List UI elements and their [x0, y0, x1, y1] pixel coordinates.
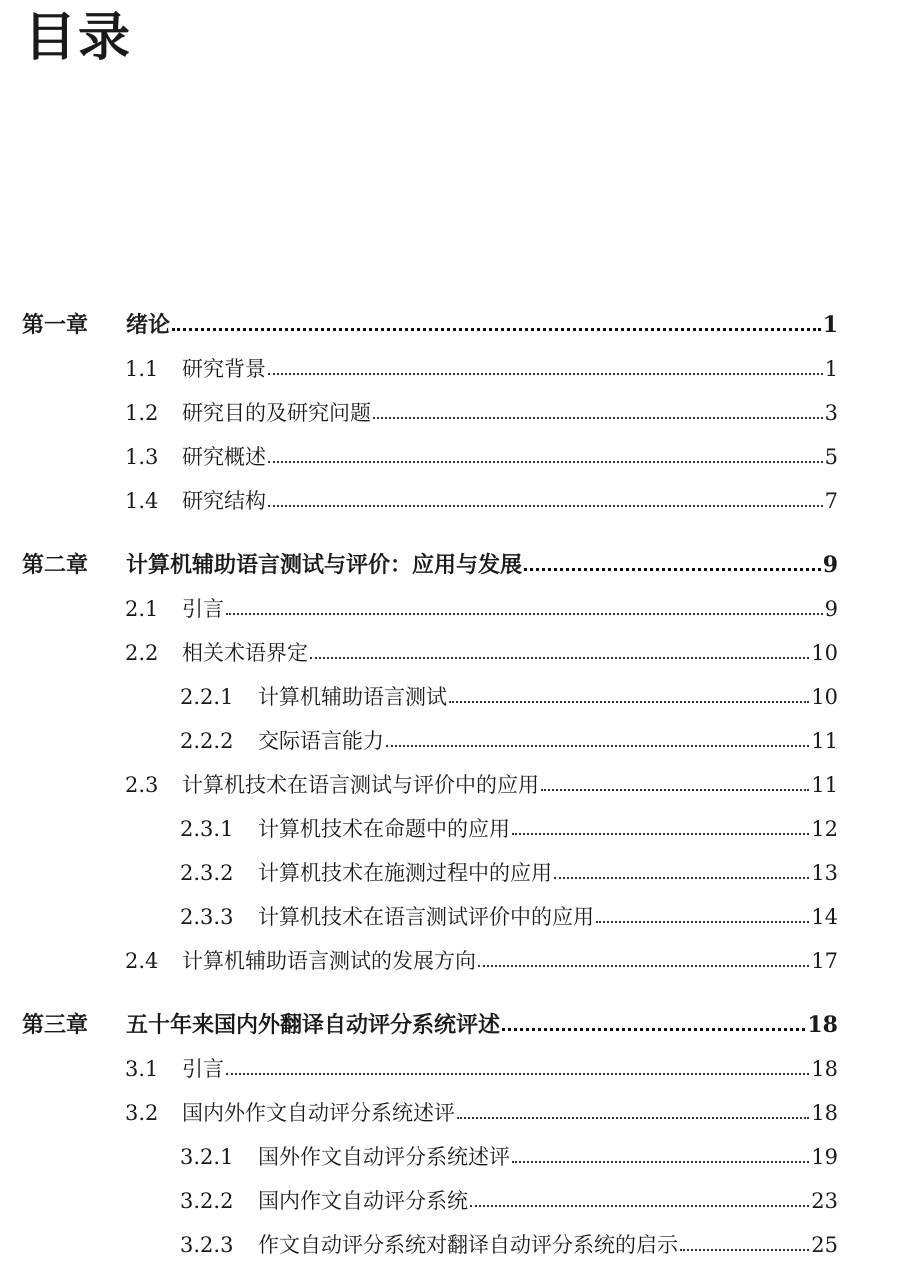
toc-entry-title: 研究目的及研究问题 [182, 401, 371, 425]
dot-leader [226, 1073, 809, 1075]
toc-entry-page-number: 17 [811, 949, 838, 973]
toc-entry-number: 1.3 [125, 445, 159, 469]
toc-entry-page-number: 11 [811, 729, 838, 753]
toc-entry-page-number: 1 [824, 357, 838, 381]
dot-leader [268, 373, 823, 375]
toc-entry-title: 国外作文自动评分系统述评 [258, 1145, 510, 1169]
toc-entry-number: 3.2.1 [180, 1145, 234, 1169]
dot-leader [541, 789, 809, 791]
toc-entry-number: 1.2 [125, 401, 159, 425]
toc-entry-page-number: 11 [811, 773, 838, 797]
toc-entry-number: 2.3.3 [180, 905, 234, 929]
toc-entry-page-number: 13 [811, 861, 838, 885]
toc-entry-sub[interactable] [180, 1230, 838, 1260]
toc-entry-title: 研究结构 [182, 489, 266, 513]
toc-entry-section[interactable] [125, 442, 838, 472]
dot-leader [478, 965, 809, 967]
dot-leader [512, 1161, 809, 1163]
toc-entry-number: 2.2.2 [180, 729, 234, 753]
toc-entry-title: 五十年来国内外翻译自动评分系统评述 [126, 1012, 501, 1038]
toc-entry-title: 交际语言能力 [258, 729, 384, 753]
toc-entry-page-number: 9 [822, 552, 838, 578]
toc-entry-chapter[interactable] [22, 1010, 838, 1040]
toc-entry-page-number: 7 [824, 489, 838, 513]
toc-entry-number: 2.3.1 [180, 817, 234, 841]
toc-entry-page-number: 25 [811, 1233, 838, 1257]
dot-leader [449, 701, 809, 703]
toc-entry-number: 3.2.2 [180, 1189, 234, 1213]
toc-entry-number: 第三章 [22, 1012, 89, 1038]
toc-entry-section[interactable] [125, 1098, 838, 1128]
toc-entry-chapter[interactable] [22, 310, 838, 340]
toc-entry-title: 相关术语界定 [182, 641, 308, 665]
toc-entry-page-number: 19 [811, 1145, 838, 1169]
dot-leader [512, 833, 809, 835]
dot-leader [680, 1249, 809, 1251]
toc-entry-chapter[interactable] [22, 550, 838, 580]
toc-entry-number: 1.1 [125, 357, 159, 381]
toc-entry-number: 2.1 [125, 597, 159, 621]
toc-entry-number: 3.1 [125, 1057, 159, 1081]
toc-entry-page-number: 12 [811, 817, 838, 841]
toc-entry-page-number: 18 [807, 1012, 838, 1038]
toc-entry-section[interactable] [125, 354, 838, 384]
toc-entry-number: 1.4 [125, 489, 159, 513]
toc-entry-title: 计算机技术在语言测试评价中的应用 [258, 905, 594, 929]
dot-leader [310, 657, 809, 659]
toc-entry-section[interactable] [125, 594, 838, 624]
toc-entry-title: 引言 [182, 1057, 224, 1081]
dot-leader [457, 1117, 809, 1119]
toc-entry-title: 研究背景 [182, 357, 266, 381]
toc-entry-number: 2.2.1 [180, 685, 234, 709]
dot-leader [226, 613, 823, 615]
toc-entry-page-number: 1 [822, 312, 838, 338]
toc-entry-page-number: 3 [824, 401, 838, 425]
dot-leader [373, 417, 823, 419]
toc-entry-number: 2.3 [125, 773, 159, 797]
toc-entry-section[interactable] [125, 946, 838, 976]
toc-entry-title: 国内外作文自动评分系统述评 [182, 1101, 455, 1125]
page-title: 目录 [24, 8, 133, 68]
toc-entry-title: 引言 [182, 597, 224, 621]
toc-entry-sub[interactable] [180, 858, 838, 888]
toc-entry-section[interactable] [125, 398, 838, 428]
dot-leader [470, 1205, 809, 1207]
toc-entry-section[interactable] [125, 1054, 838, 1084]
toc-entry-title: 计算机技术在施测过程中的应用 [258, 861, 552, 885]
toc-entry-section[interactable] [125, 638, 838, 668]
dot-leader [386, 745, 809, 747]
toc-entry-title: 研究概述 [182, 445, 266, 469]
toc-entry-sub[interactable] [180, 902, 838, 932]
toc-entry-number: 2.3.2 [180, 861, 234, 885]
toc-entry-number: 3.2.3 [180, 1233, 234, 1257]
toc-entry-number: 2.2 [125, 641, 159, 665]
toc-entry-sub[interactable] [180, 1142, 838, 1172]
toc-entry-title: 绪论 [126, 312, 171, 338]
toc-entry-title: 计算机辅助语言测试 [258, 685, 447, 709]
toc-entry-number: 3.2 [125, 1101, 159, 1125]
dot-leader [268, 505, 823, 507]
toc-entry-sub[interactable] [180, 682, 838, 712]
toc-entry-page-number: 14 [811, 905, 838, 929]
toc-entry-title: 计算机辅助语言测试的发展方向 [182, 949, 476, 973]
toc-entry-sub[interactable] [180, 726, 838, 756]
toc-entry-section[interactable] [125, 770, 838, 800]
toc-entry-title: 国内作文自动评分系统 [258, 1189, 468, 1213]
toc-entry-page-number: 9 [824, 597, 838, 621]
toc-entry-number: 2.4 [125, 949, 159, 973]
toc-entry-page-number: 10 [811, 641, 838, 665]
toc-entry-section[interactable] [125, 486, 838, 516]
dot-leader [502, 1028, 805, 1031]
toc-entry-title: 计算机辅助语言测试与评价：应用与发展 [126, 552, 523, 578]
toc-entry-page-number: 10 [811, 685, 838, 709]
toc-entry-title: 作文自动评分系统对翻译自动评分系统的启示 [258, 1233, 678, 1257]
toc-entry-sub[interactable] [180, 1186, 838, 1216]
toc-entry-title: 计算机技术在命题中的应用 [258, 817, 510, 841]
toc-entry-page-number: 23 [811, 1189, 838, 1213]
dot-leader [554, 877, 809, 879]
toc-entry-title: 计算机技术在语言测试与评价中的应用 [182, 773, 539, 797]
toc-entry-page-number: 18 [811, 1101, 838, 1125]
dot-leader [172, 328, 821, 331]
toc-entry-page-number: 5 [824, 445, 838, 469]
toc-entry-page-number: 18 [811, 1057, 838, 1081]
dot-leader [596, 921, 809, 923]
toc-entry-number: 第二章 [22, 552, 89, 578]
toc-entry-sub[interactable] [180, 814, 838, 844]
toc-entry-number: 第一章 [22, 312, 89, 338]
dot-leader [524, 568, 821, 571]
dot-leader [268, 461, 823, 463]
